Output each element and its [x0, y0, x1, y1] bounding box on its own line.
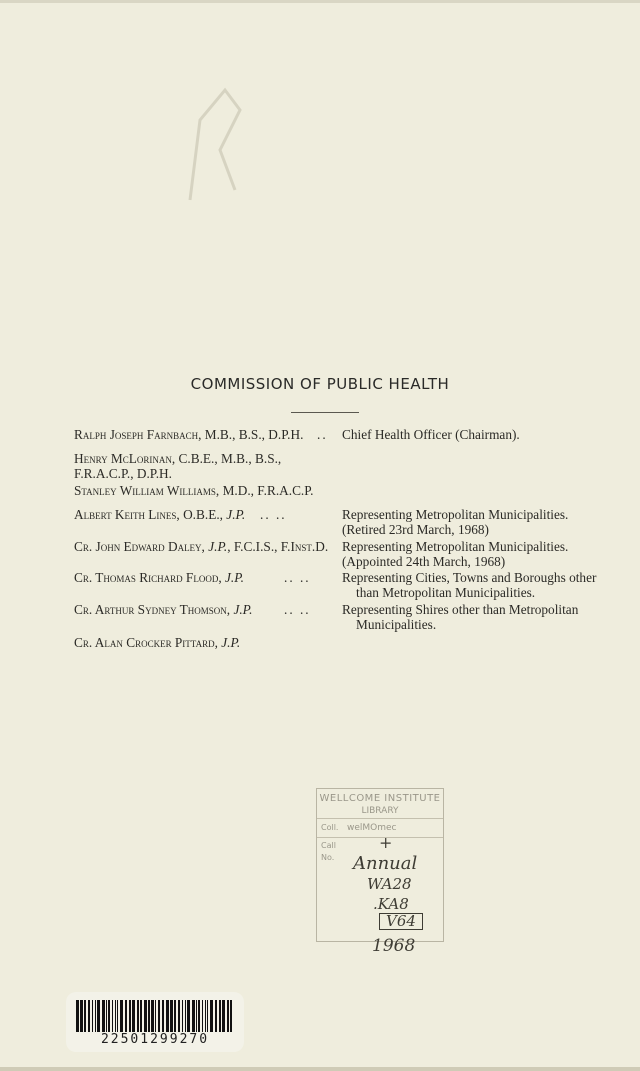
stamp-coll-value: welMOmec: [347, 823, 397, 833]
member-honorific: J.P.: [208, 539, 228, 554]
faint-stamp-mark: [180, 80, 250, 210]
dot-leader: .. ..: [284, 570, 311, 585]
member-role: Representing Metropolitan Municipalities. (Appointed 24th March, 1968): [342, 539, 602, 569]
member-role-note: (Retired 23rd March, 1968): [342, 522, 489, 537]
handwritten-annual: Annual: [353, 853, 418, 874]
member-name: Henry McLorinan, C.B.E., M.B., B.S., F.R.A.C.P., D.P.H.: [74, 451, 282, 481]
handwritten-shelf-mark: .KA8: [373, 895, 409, 913]
member-honorific: J.P.: [226, 507, 246, 522]
handwritten-year: 1968: [372, 936, 416, 956]
member-role-continued: Municipalities.: [356, 617, 437, 632]
handwritten-mark: +: [379, 833, 393, 852]
dot-leader: .. ..: [284, 602, 311, 617]
member-honorific: J.P.: [224, 570, 244, 585]
stamp-title: WELLCOME INSTITUTE: [319, 793, 441, 804]
heading-rule: [291, 412, 359, 413]
member-name: Cr. John Edward Daley, J.P., F.C.I.S., F.Inst.D.: [74, 539, 329, 554]
stamp-call-label: Call: [321, 841, 336, 850]
member-role: Representing Metropolitan Municipalities. (Retired 23rd March, 1968): [342, 507, 602, 537]
handwritten-class-number: WA28: [367, 875, 412, 893]
barcode-number: 22501299270: [100, 1032, 210, 1047]
dot-leader: ..: [317, 427, 328, 442]
stamp-coll-label: Coll.: [321, 823, 339, 832]
stamp-no-label: No.: [321, 853, 335, 862]
barcode-label: [66, 992, 244, 1052]
page-heading: COMMISSION OF PUBLIC HEALTH: [190, 375, 450, 393]
member-name: Ralph Joseph Farnbach, M.B., B.S., D.P.H.: [74, 427, 304, 442]
member-name: Cr. Thomas Richard Flood, J.P.: [74, 570, 244, 585]
page-bottom-edge: [0, 1067, 640, 1071]
member-role: Representing Cities, Towns and Boroughs other than Metropolitan Municipalities.: [342, 570, 602, 600]
member-role: Representing Shires other than Metropolitan Municipalities.: [342, 602, 602, 632]
member-name: Cr. Alan Crocker Pittard, J.P.: [74, 635, 241, 650]
stamp-subtitle: LIBRARY: [361, 806, 399, 816]
member-name: Cr. Arthur Sydney Thomson, J.P.: [74, 602, 253, 617]
member-role-continued: than Metropolitan Municipalities.: [356, 585, 536, 600]
library-stamp: [316, 788, 444, 942]
page-top-edge: [0, 0, 640, 3]
member-name: Stanley William Williams, M.D., F.R.A.C.P.: [74, 483, 314, 498]
member-honorific: J.P.: [233, 602, 253, 617]
member-name: Albert Keith Lines, O.B.E., J.P.: [74, 507, 246, 522]
member-role-note: (Appointed 24th March, 1968): [342, 554, 506, 569]
member-role: Chief Health Officer (Chairman).: [342, 427, 520, 442]
handwritten-volume: V64: [379, 913, 423, 930]
member-honorific: J.P.: [221, 635, 241, 650]
dot-leader: .. ..: [260, 507, 287, 522]
stamp-divider: [317, 818, 443, 819]
barcode-bars: [76, 1000, 234, 1032]
